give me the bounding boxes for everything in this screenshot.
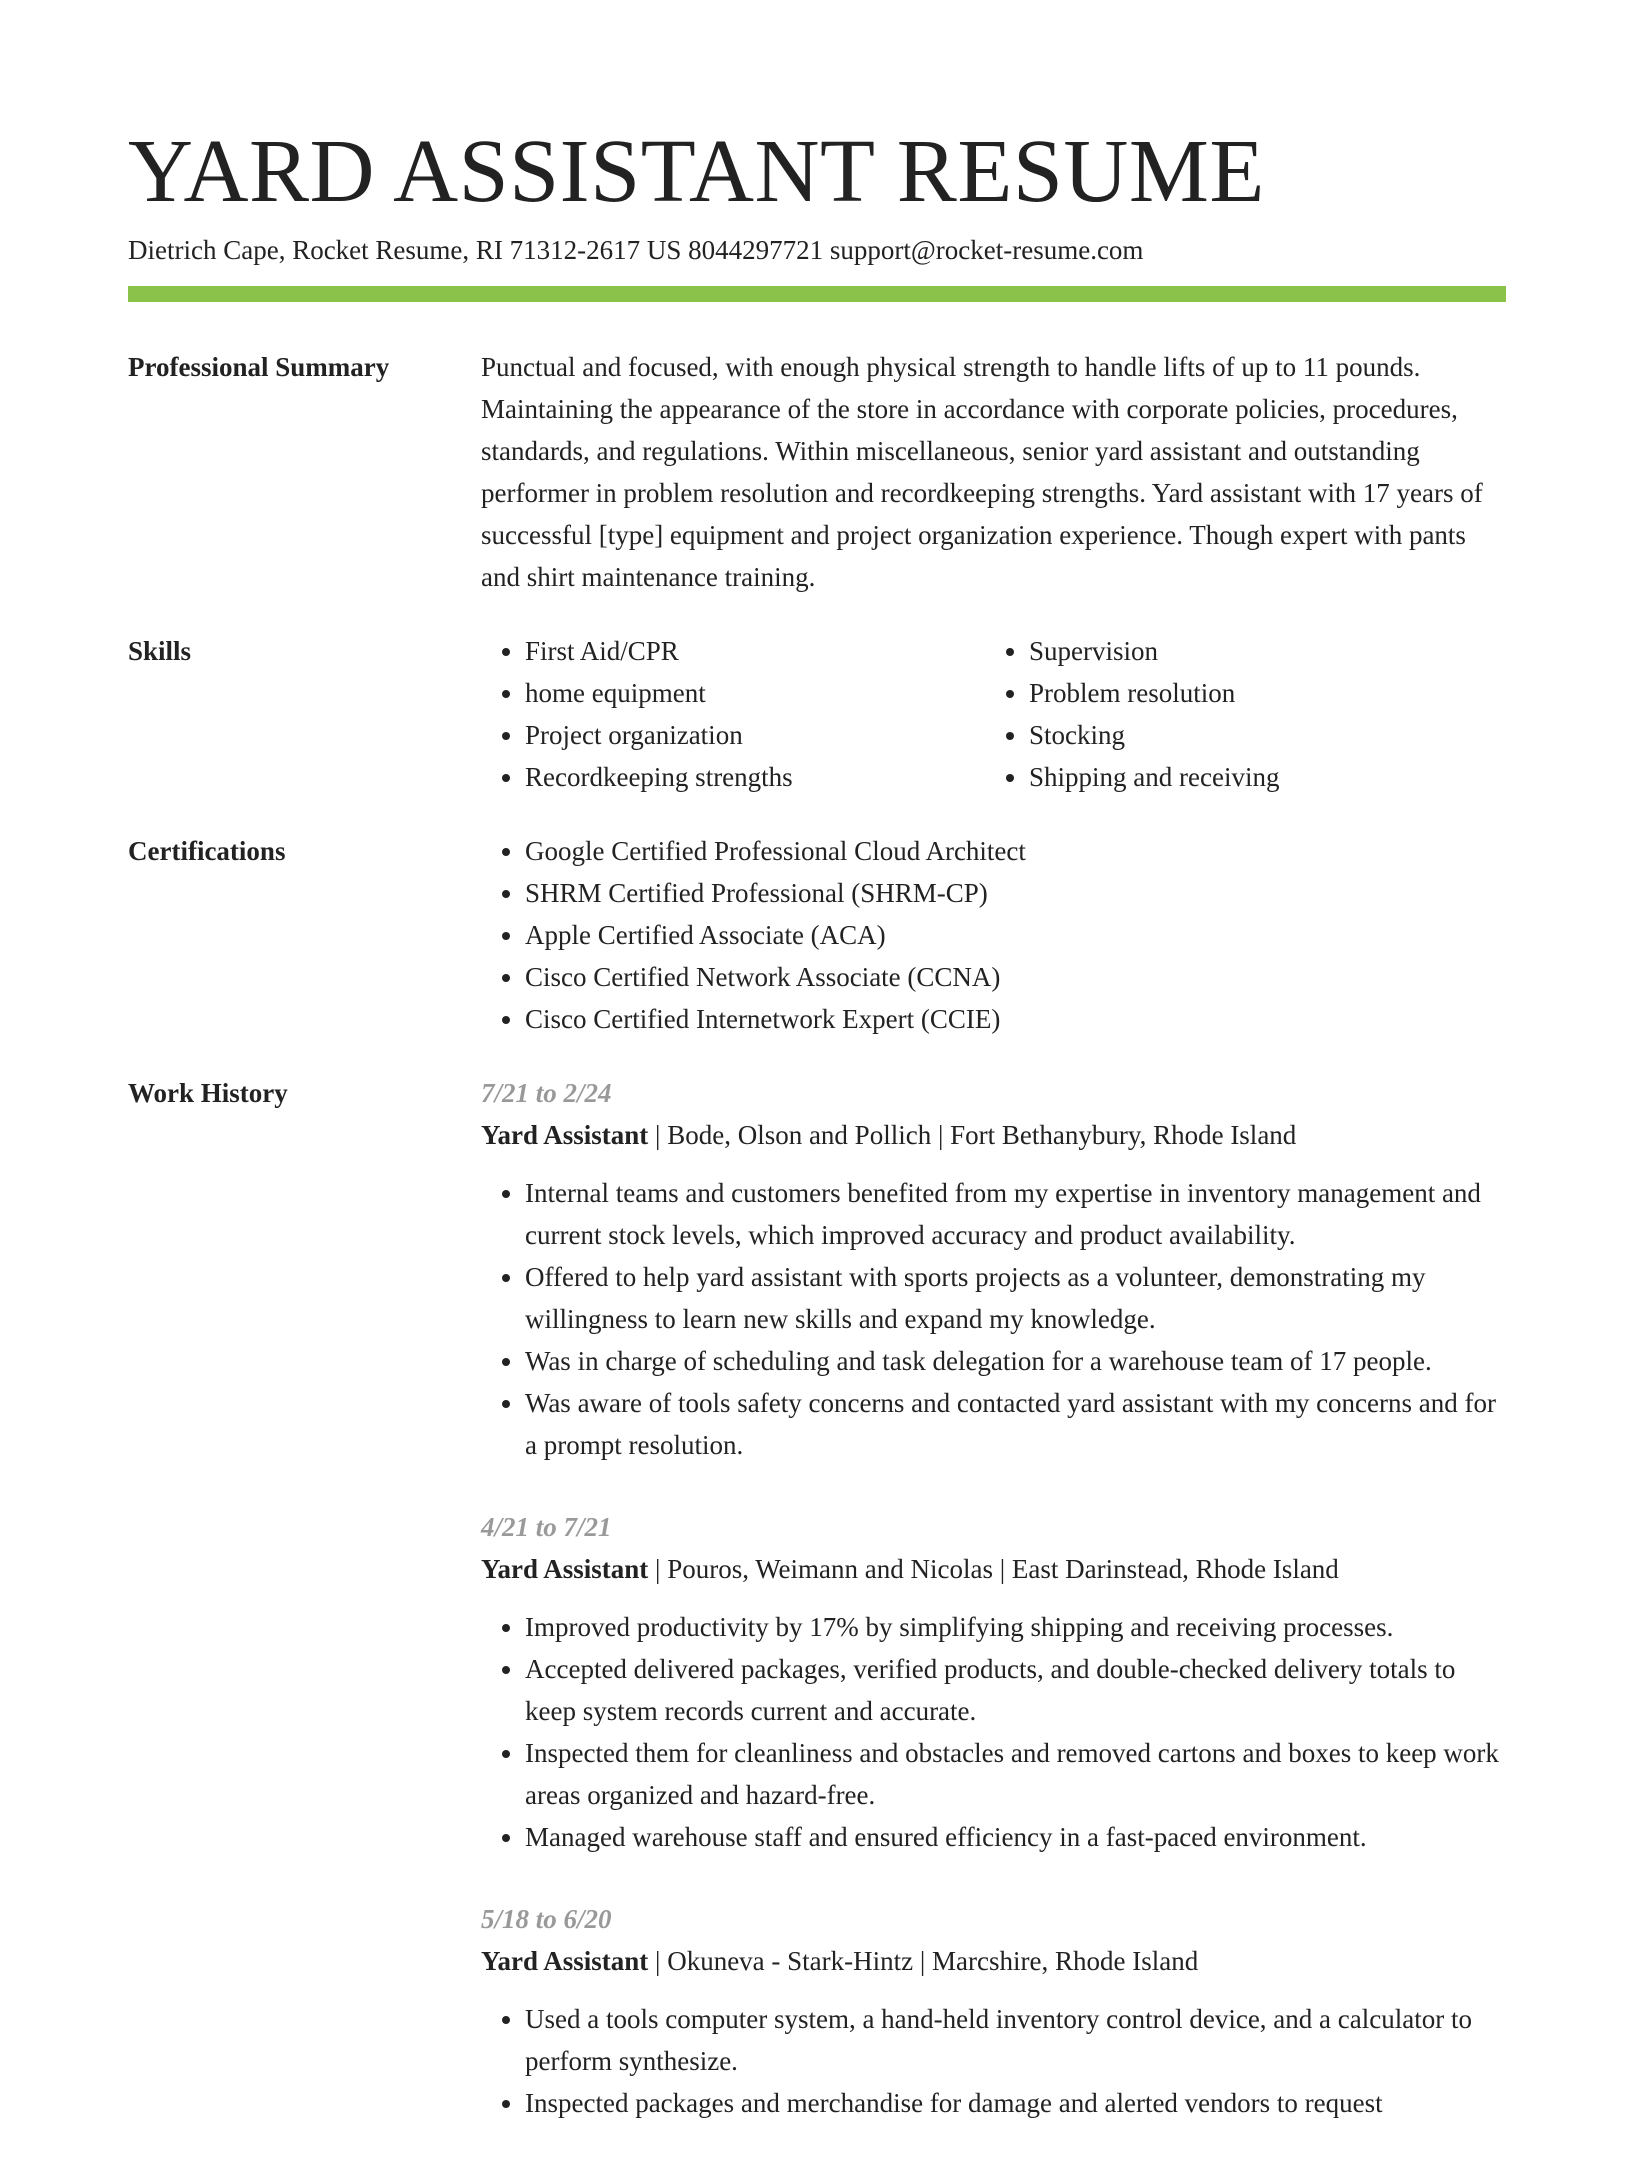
job-bullets <box>481 1172 1506 1466</box>
skill-item: • Problem resolution <box>1029 672 1489 714</box>
skills-label: Skills <box>128 636 192 666</box>
skill-item: • Stocking <box>1029 714 1489 756</box>
certification-item: • Cisco Certified Internetwork Expert (CCIE) <box>525 998 1506 1040</box>
certifications-label: Certifications <box>128 836 286 866</box>
job-bullet: • Improved productivity by 17% by simplifying shipping and receiving processes. <box>525 1606 1506 1648</box>
job-entry <box>481 1072 1506 1466</box>
skills-list-left <box>481 630 985 798</box>
skills-list-right <box>985 630 1489 798</box>
skill-item: • home equipment <box>525 672 985 714</box>
skill-item: • Supervision <box>1029 630 1489 672</box>
work-history-label: Work History <box>128 1078 288 1108</box>
skills-body <box>481 630 1506 798</box>
skill-item: • Project organization <box>525 714 985 756</box>
job-employer-location: | Okuneva - Stark-Hintz | Marcshire, Rhode Island <box>648 1946 1199 1976</box>
job-bullet: • Inspected them for cleanliness and obstacles and removed cartons and boxes to keep work areas organized and hazard-free. <box>525 1732 1506 1816</box>
job-bullet: • Offered to help yard assistant with sports projects as a volunteer, demonstrating my willingness to learn new skills and expand my knowledge. <box>525 1256 1506 1340</box>
header-divider <box>128 286 1506 302</box>
summary-label: Professional Summary <box>128 352 390 382</box>
job-dates: 5/18 to 6/20 <box>481 1904 612 1934</box>
work-history-body <box>481 1072 1506 2164</box>
certifications-body <box>481 830 1506 1040</box>
job-dates: 7/21 to 2/24 <box>481 1078 612 1108</box>
certification-item: • Cisco Certified Network Associate (CCNA) <box>525 956 1506 998</box>
job-bullet: • Was in charge of scheduling and task delegation for a warehouse team of 17 people. <box>525 1340 1506 1382</box>
job-title: Yard Assistant <box>481 1120 649 1150</box>
job-header <box>481 1114 1506 1156</box>
certification-item: • Apple Certified Associate (ACA) <box>525 914 1506 956</box>
resume-title: YARD ASSISTANT RESUME <box>128 122 1265 221</box>
contact-line: Dietrich Cape, Rocket Resume, RI 71312-2617 US 8044297721 support@rocket-resume.com <box>128 235 1144 265</box>
job-bullet: • Was aware of tools safety concerns and contacted yard assistant with my concerns and for a prompt resolution. <box>525 1382 1506 1466</box>
job-bullet: • Accepted delivered packages, verified products, and double-checked delivery totals to keep system records current and accurate. <box>525 1648 1506 1732</box>
certification-item: • Google Certified Professional Cloud Architect <box>525 830 1506 872</box>
job-bullets <box>481 1998 1506 2124</box>
job-entry <box>481 1898 1506 2124</box>
skill-item: • First Aid/CPR <box>525 630 985 672</box>
job-bullets <box>481 1606 1506 1858</box>
job-bullet: • Used a tools computer system, a hand-held inventory control device, and a calculator to perform synthesize. <box>525 1998 1506 2082</box>
job-entry <box>481 1506 1506 1858</box>
job-title: Yard Assistant <box>481 1946 649 1976</box>
skill-item: • Shipping and receiving <box>1029 756 1489 798</box>
job-dates: 4/21 to 7/21 <box>481 1512 612 1542</box>
job-bullet: • Managed warehouse staff and ensured efficiency in a fast-paced environment. <box>525 1816 1506 1858</box>
certifications-list <box>481 830 1506 1040</box>
skill-item: • Recordkeeping strengths <box>525 756 985 798</box>
job-header <box>481 1548 1506 1590</box>
summary-body <box>481 346 1506 598</box>
certification-item: • SHRM Certified Professional (SHRM-CP) <box>525 872 1506 914</box>
job-employer-location: | Pouros, Weimann and Nicolas | East Darinstead, Rhode Island <box>648 1554 1339 1584</box>
job-bullet: • Inspected packages and merchandise for damage and alerted vendors to request <box>525 2082 1506 2124</box>
job-employer-location: | Bode, Olson and Pollich | Fort Bethanybury, Rhode Island <box>648 1120 1297 1150</box>
job-header <box>481 1940 1506 1982</box>
job-bullet: • Internal teams and customers benefited from my expertise in inventory management and current stock levels, which improved accuracy and product availability. <box>525 1172 1506 1256</box>
job-title: Yard Assistant <box>481 1554 649 1584</box>
summary-text: Punctual and focused, with enough physical strength to handle lifts of up to 11 pounds. Maintaining the appearance of the store in accordance with corporate policies, procedures, standards, and regulations. Within miscellaneous, senior yard assistant and outstanding performer in problem resolution and recordkeeping strengths. Yard assistant with 17 years of successful [type] equipment and project organization experience. Though expert with pants and shirt maintenance training. <box>481 352 1483 592</box>
